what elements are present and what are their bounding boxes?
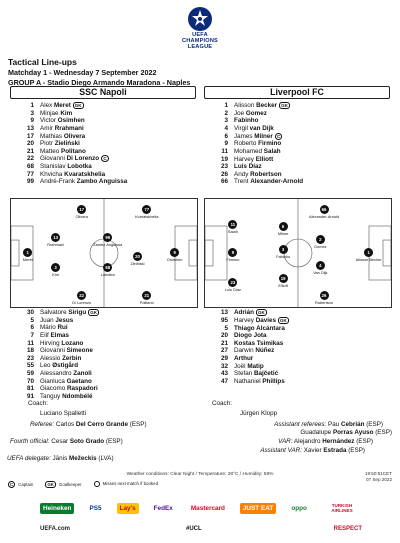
player-pitch-name: Van Dijk [313,269,328,275]
player-number: 6 [30,324,34,332]
logo-uefa: UEFA [192,32,208,38]
player-number: 17 [26,132,34,140]
pitch-player [300,235,340,249]
sponsor-logo: oppo [288,503,310,514]
player-number: 19 [220,155,228,163]
player-pitch-name: Zieliński [130,261,145,267]
player-number: 21 [220,339,228,347]
player-row [212,370,289,378]
timestamp: 19:50:51CET 07 Sep 2022 [364,471,392,482]
home-starters-list [18,102,127,186]
home-coach-name: Luciano Spalletti [40,410,87,417]
player-row [18,317,99,325]
footer-hashtag: #UCL [186,526,202,532]
player-name: Darwin Núñez [234,347,275,355]
player-name: Stefan Bajčetić [234,370,279,378]
player-number: 13 [26,124,34,132]
player-number-dot: 17 [77,205,86,214]
starball-icon [187,6,213,32]
player-name: Alisson Becker GK [234,102,288,110]
delegate-line: UEFA delegate: Jānis Mežeckis (LVA) [7,455,114,462]
player-name: James Milner C [234,133,282,141]
player-number-dot: 23 [228,278,237,287]
player-row [212,340,289,348]
player-number: 4 [224,124,228,132]
player-row [212,363,289,371]
captain-icon: C [101,155,109,162]
player-number-dot: 13 [51,233,60,242]
away-subs-list [212,309,289,385]
sponsor-logo: PS5 [86,503,104,514]
player-name: Giovanni Di Lorenzo C [40,155,109,163]
player-number: 11 [27,339,34,347]
page-title: Tactical Line-ups [8,57,77,67]
player-number: 99 [26,178,34,186]
logo-line2: LEAGUE [187,44,213,50]
sponsor-logo: Lay's [117,503,139,514]
player-name: Virgil van Dijk [234,124,274,132]
assistant-ref-2: Guadalupe Porras Ayuso (ESP) [300,429,392,436]
player-name: Alessandro Zanoli [40,369,92,377]
player-number-dot: 66 [320,205,329,214]
player-name: Harvey Davies GK [234,316,287,324]
player-number: 3 [224,117,228,125]
player-row [212,102,303,110]
player-row [212,148,303,156]
player-name: Piotr Zieliński [40,140,80,148]
player-number-dot: 3 [51,263,60,272]
logo-line1: CHAMPIONS [182,38,218,44]
pitch-player [127,205,167,219]
player-pitch-name: Di Lorenzo [72,300,92,306]
player-pitch-name: Rrahmani [47,241,65,247]
player-row [18,370,99,378]
player-pitch-name: Kim [52,272,59,278]
goalkeeper-icon: GK [281,103,288,108]
goalkeeper-icon: GK [280,317,287,323]
player-name: Minjae Kim [40,109,73,117]
player-number-dot: 1 [23,248,32,257]
venue-line: GROUP A - Stadio Diego Armando Maradona - Naples [8,77,191,87]
assistant-ref-1: Assistant referees: Pau Cebrián (ESP) [274,421,383,428]
player-row [18,140,127,148]
player-name: Andy Robertson [234,170,282,178]
sponsor-bar [40,496,362,520]
pitch-player [349,248,389,262]
player-number-dot: 20 [133,252,142,261]
sponsor-logo: Mastercard [188,503,228,514]
document-header [8,57,392,87]
player-name: Mário Rui [40,324,68,332]
player-pitch-name: Osimhen [166,257,183,262]
sponsor-logo: FedEx [151,503,176,514]
player-name: Mathias Olivera [40,132,86,140]
player-number: 11 [221,147,228,155]
player-pitch-name: Fabinho [276,253,291,259]
player-pitch-name: Politano [139,300,154,306]
weather-conditions: Weather conditions: Clear Night / Temperature: 28°C / Humidity: 59% [126,472,274,477]
player-pitch-name: Lobotka [100,272,115,278]
player-name: Alessio Zerbin [40,354,82,362]
player-row [18,385,99,393]
player-number: 9 [224,140,228,148]
player-number-dot: 26 [320,291,329,300]
pitch-player [213,248,253,262]
player-row [212,332,289,340]
goalkeeper-icon: GK [74,103,82,108]
player-row [212,163,303,171]
player-pitch-name: Zambo Anguissa [93,241,123,247]
player-number: 5 [30,316,34,324]
player-row [18,163,127,171]
player-number-dot: 77 [142,205,151,214]
player-number-dot: 4 [316,261,325,270]
captain-icon: C [275,133,283,140]
pitch-player [117,252,157,266]
player-name: Tanguy Ndombélé [40,392,93,400]
player-number: 32 [220,362,228,370]
legend-misses: Misses next match if booked [94,481,158,487]
var-line: VAR: Alejandro Hernández (ESP) [278,438,373,445]
player-pitch-name: Olivera [75,213,88,219]
player-name: Leo Østigård [40,362,79,370]
player-name: Thiago Alcántara [234,324,285,332]
player-row [18,347,99,355]
player-pitch-name: Alisson Becker [355,257,382,262]
pitch-player [304,205,344,219]
player-number: 3 [30,109,34,117]
player-name: Khvicha Kvaratskhelia [40,170,106,178]
pitch-player [213,278,253,292]
player-pitch-name: Robertson [315,300,333,306]
pitch-player [36,263,76,277]
player-number: 95 [220,316,228,324]
sponsor-logo: Heineken [40,503,74,514]
sponsor-logo: JUST EAT [240,503,276,514]
player-row [212,355,289,363]
player-number: 22 [26,155,34,163]
player-number: 5 [224,324,228,332]
away-team-name: Liverpool FC [204,86,390,99]
player-number: 23 [220,163,228,171]
player-pitch-name: Gomez [314,244,327,250]
player-row [212,117,303,125]
avar-line: Assistant VAR: Xavier Estrada (ESP) [260,447,365,454]
player-name: Kostas Tsimikas [234,339,284,347]
player-name: Mohamed Salah [234,147,281,155]
pitch-player [263,274,303,288]
player-number: 13 [220,309,228,316]
player-number-dot: 11 [228,220,237,229]
player-number: 9 [30,117,34,125]
player-number-dot: 9 [170,248,179,257]
player-row [18,309,99,317]
pitch-player [62,205,102,219]
pitch-player [300,261,340,275]
player-number-dot: 21 [142,291,151,300]
player-pitch-name: Alexander-Arnold [309,213,340,219]
player-row [212,110,303,118]
ucl-logo [174,6,226,58]
player-number: 20 [26,140,34,148]
player-name: Amir Rrahmani [40,124,84,132]
player-number: 30 [26,309,34,316]
player-row [18,102,127,110]
away-coach-label: Coach: [212,400,232,407]
player-number: 55 [26,362,34,370]
player-number: 2 [224,109,228,117]
player-row [212,133,303,141]
player-name: Giacomo Raspadori [40,385,98,393]
player-number-dot: 3 [279,245,288,254]
sponsor-logo: TURKISH AIRLINES [322,501,362,515]
player-name: Gianluca Gaetano [40,377,92,385]
pitch-player [155,248,195,262]
player-number: 27 [220,347,228,355]
player-name: André-Frank Zambo Anguissa [40,178,128,186]
player-name: Joël Matip [234,362,264,370]
player-name: Nathaniel Phillips [234,377,285,385]
player-name: Alex Meret GK [40,102,82,110]
yellow-card-icon [94,481,100,487]
player-pitch-name: Firmino [226,257,240,262]
player-name: Arthur [234,354,254,362]
player-pitch-name: Elliott [278,282,288,288]
player-name: Victor Osimhen [40,117,85,125]
player-name: Harvey Elliott [234,155,274,163]
player-row [18,110,127,118]
pitch-player [304,291,344,305]
player-name: Luis Díaz [234,163,262,171]
player-row [212,378,289,386]
player-name: Fabinho [234,117,259,125]
player-number: 26 [220,170,228,178]
player-number: 70 [26,377,34,385]
player-pitch-name: Salah [227,228,238,234]
player-name: Hirving Lozano [40,339,84,347]
player-number: 77 [26,170,34,178]
player-number: 81 [26,385,34,393]
goalkeeper-icon: GK [90,310,97,315]
pitch-player [213,220,253,234]
pitch-player [36,233,76,247]
player-number: 20 [220,332,228,340]
pitch-player [127,291,167,305]
player-number: 18 [26,347,34,355]
player-name: Juan Jesus [40,316,74,324]
player-row [18,125,127,133]
footer-uefa-link[interactable]: UEFA.com [40,526,71,532]
home-coach-label: Coach: [28,400,48,407]
player-pitch-name: Kvaratskhelia [135,213,159,219]
player-row [18,362,99,370]
player-name: Matteo Politano [40,147,86,155]
player-number: 7 [30,331,34,339]
player-row [18,324,99,332]
player-number-dot: 19 [279,274,288,283]
home-formation-pitch [10,198,198,308]
player-name: Roberto Firmino [234,140,282,148]
player-row [18,155,127,163]
pitch-player [263,245,303,259]
player-name: Salvatore Sirigu GK [40,309,97,317]
player-pitch-name: Milner [277,231,289,237]
player-number-dot: 22 [77,291,86,300]
player-row [18,378,99,386]
player-name: Giovanni Simeone [40,347,93,355]
away-formation-pitch [204,198,392,308]
player-row [212,140,303,148]
player-name: Diogo Jota [234,332,267,340]
captain-icon: C [10,481,14,487]
player-row [18,171,127,179]
player-row [18,148,127,156]
player-row [212,125,303,133]
player-number: 1 [224,102,228,109]
player-number-dot: 9 [228,248,237,257]
player-number: 6 [224,132,228,140]
pitch-player [263,222,303,236]
player-number: 59 [26,369,34,377]
player-number: 23 [26,354,34,362]
player-number-dot: 99 [103,233,112,242]
legend [8,481,158,487]
player-number: 1 [30,102,34,109]
player-number-dot: 2 [316,235,325,244]
player-number-dot: 68 [103,263,112,272]
away-coach-name: Jürgen Klopp [240,410,278,417]
pitch-player [62,291,102,305]
player-row [212,347,289,355]
home-subs-list [18,309,99,400]
fourth-official-line: Fourth official: Cesar Soto Grado (ESP) [10,438,123,445]
referee-line: Referee: Carlos Del Cerro Grande (ESP) [30,421,147,428]
player-row [18,332,99,340]
player-name: Joe Gomez [234,109,267,117]
matchday-line: Matchday 1 - Wednesday 7 September 2022 [8,68,157,77]
player-row [18,133,127,141]
player-name: Adrián GK [234,309,265,317]
player-row [18,340,99,348]
player-number-dot: 6 [279,222,288,231]
player-name: Trent Alexander-Arnold [234,178,304,186]
player-number-dot: 1 [364,248,373,257]
player-row [212,317,289,325]
player-pitch-name: Meret [22,257,33,262]
player-number: 91 [26,392,34,400]
home-team-name: SSC Napoli [10,86,196,99]
player-number: 68 [26,163,34,171]
player-number: 21 [26,147,34,155]
player-pitch-name: Luis Díaz [224,287,241,293]
player-row [212,309,289,317]
player-number: 29 [220,354,228,362]
goalkeeper-icon: GK [257,310,265,315]
footer-respect: RESPECT [333,526,362,532]
player-row [18,117,127,125]
player-row [212,178,303,186]
legend-goalkeeper: GK Goalkeeper [47,481,82,487]
pitch-player [88,233,128,247]
player-row [18,178,127,186]
player-row [212,325,289,333]
player-row [212,156,303,164]
player-number: 66 [220,178,228,186]
footer [0,523,400,537]
player-number: 43 [220,370,228,378]
pitch-player [8,248,48,262]
player-name: Stanislav Lobotka [40,163,92,171]
away-starters-list [212,102,303,186]
player-number: 47 [220,377,228,385]
player-name: Elif Elmas [40,331,70,339]
player-row [212,171,303,179]
legend-captain: C Captain [10,481,34,487]
goalkeeper-icon: GK [47,481,54,487]
